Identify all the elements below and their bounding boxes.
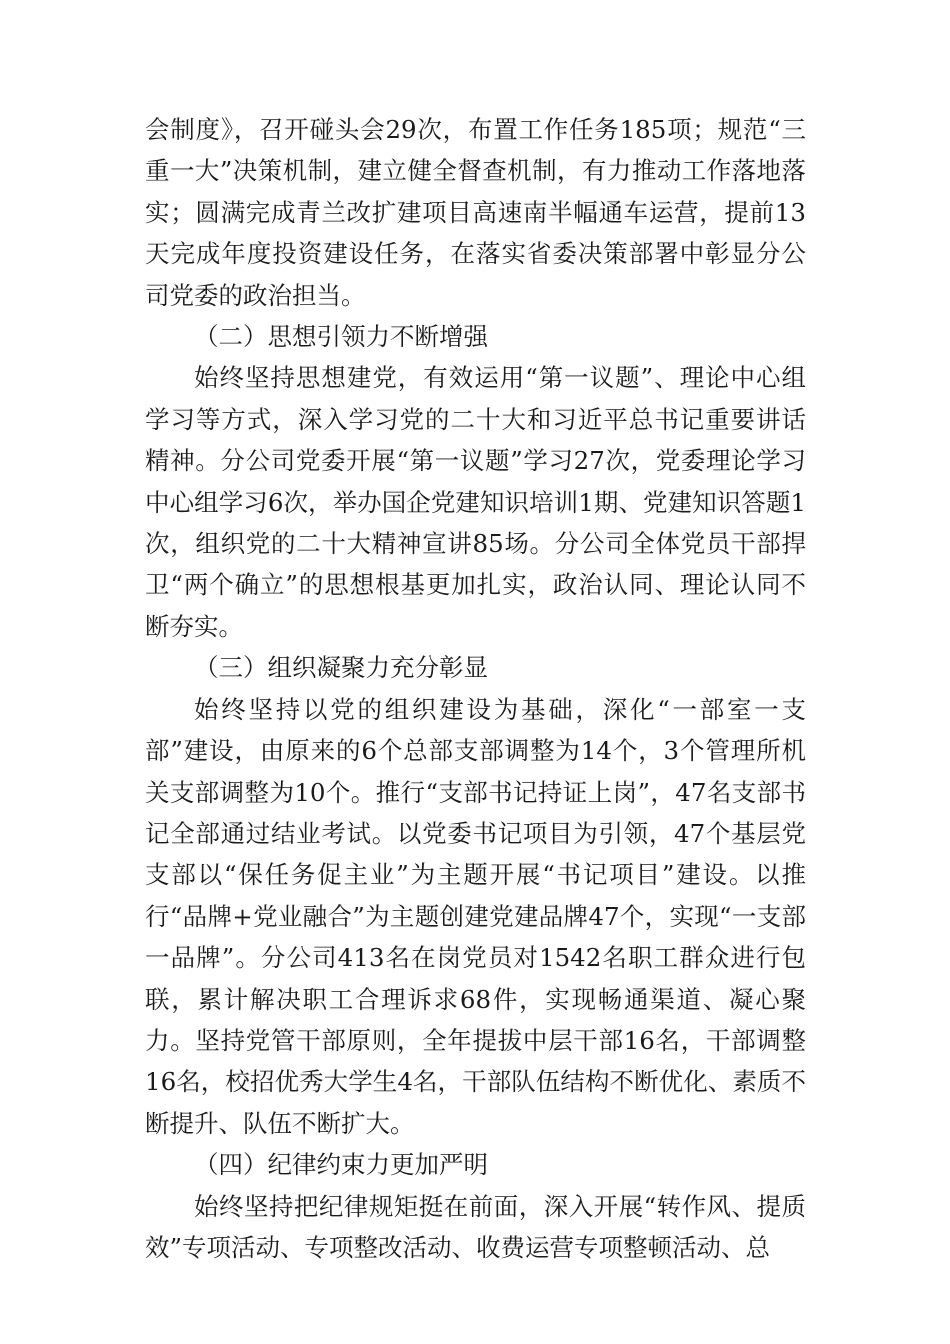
paragraph-thought-leadership: 始终坚持思想建党，有效运用“第一议题”、理论中心组学习等方式，深入学习党的二十大和习近平总书记重要讲话精神。分公司党委开展“第一议题”学习27次，党委理论学习中心组学习6次，举办国企党建知识培训1期、党建知识答题1次，组织党的二十大精神宣讲85场。分公司全体党员干部捍卫“两个确立”的思想根基更加扎实，政治认同、理论认同不断夯实。 [145,363,806,641]
paragraph-continued: 会制度》，召开碰头会29次，布置工作任务185项；规范“三重一大”决策机制，建立健全督查机制，有力推动工作落地落实；圆满完成青兰改扩建项目高速南半幅通车运营，提前13天完成年度投资建设任务，在落实省委决策部署中彰显分公司党委的政治担当。 [145,115,806,310]
section-heading-2: （二）思想引领力不断增强 [194,322,488,352]
paragraph-organization: 始终坚持以党的组织建设为基础，深化“一部室一支部”建设，由原来的6个总部支部调整为14个，3个管理所机关支部调整为10个。推行“支部书记持证上岗”，47名支部书记全部通过结业考试。以党委书记项目为引领，47个基层党支部以“保任务促主业”为主题开展“书记项目”建设。以推行“品牌+党业融合”为主题创建党建品牌47个，实现“一支部一品牌”。分公司413名在岗党员对1542名职工群众进行包联，累计解决职工合理诉求68件，实现畅通渠道、凝心聚力。坚持党管干部原则，全年提拔中层干部16名，干部调整16名，校招优秀大学生4名，干部队伍结构不断优化、素质不断提升、队伍不断扩大。 [145,694,806,1138]
paragraph-discipline: 始终坚持把纪律规矩挺在前面，深入开展“转作风、提质效”专项活动、专项整改活动、收费运营专项整顿活动、总 [145,1191,806,1262]
document-body [145,109,806,1268]
section-heading-3: （三）组织凝聚力充分彰显 [194,653,488,683]
section-heading-4: （四）纪律约束力更加严明 [194,1150,488,1180]
